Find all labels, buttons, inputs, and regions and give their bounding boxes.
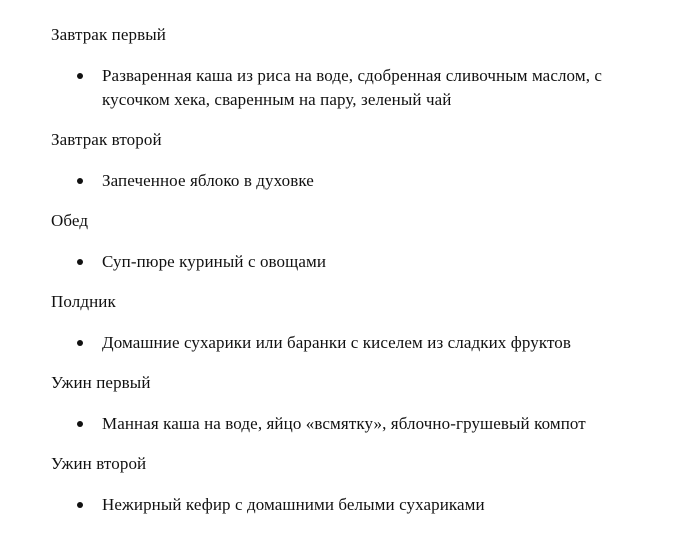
meal-heading: Ужин первый xyxy=(51,373,151,392)
list-item-text: Запеченное яблоко в духовке xyxy=(102,171,314,190)
list-item-text: Манная каша на воде, яйцо «всмятку», яблочно-грушевый компот xyxy=(102,414,586,433)
bullet-icon xyxy=(77,73,83,79)
bullet-icon xyxy=(77,502,83,508)
list-item-text: Нежирный кефир с домашними белыми сухариками xyxy=(102,495,485,514)
list-item-text: Домашние сухарики или баранки с киселем из сладких фруктов xyxy=(102,333,571,352)
list-item xyxy=(102,250,662,274)
bullet-icon xyxy=(77,340,83,346)
meal-section-snack xyxy=(0,291,690,355)
meal-item-list xyxy=(0,412,690,436)
list-item xyxy=(102,412,662,436)
meal-item-list xyxy=(0,169,690,193)
list-item xyxy=(102,169,662,193)
meal-heading: Ужин второй xyxy=(51,454,147,473)
meal-item-list xyxy=(0,64,690,112)
meal-section-breakfast-2 xyxy=(0,129,690,193)
meal-item-list xyxy=(0,331,690,355)
meal-section-dinner-1 xyxy=(0,372,690,436)
bullet-icon xyxy=(77,421,83,427)
list-item xyxy=(102,493,662,517)
meal-item-list xyxy=(0,250,690,274)
meal-section-breakfast-1 xyxy=(0,24,690,112)
meal-section-lunch xyxy=(0,210,690,274)
bullet-icon xyxy=(77,259,83,265)
list-item-text: Суп-пюре куриный с овощами xyxy=(102,252,327,271)
list-item-text: Разваренная каша из риса на воде, сдобренная сливочным маслом, с кусочком хека, сваренным на пару, зеленый чай xyxy=(102,66,603,109)
meal-item-list xyxy=(0,493,690,517)
list-item xyxy=(102,331,662,355)
meal-heading: Обед xyxy=(51,211,89,230)
bullet-icon xyxy=(77,178,83,184)
meal-heading: Полдник xyxy=(51,292,116,311)
meal-heading: Завтрак второй xyxy=(51,130,162,149)
meal-heading: Завтрак первый xyxy=(51,25,166,44)
list-item xyxy=(102,64,662,112)
meal-section-dinner-2 xyxy=(0,453,690,517)
